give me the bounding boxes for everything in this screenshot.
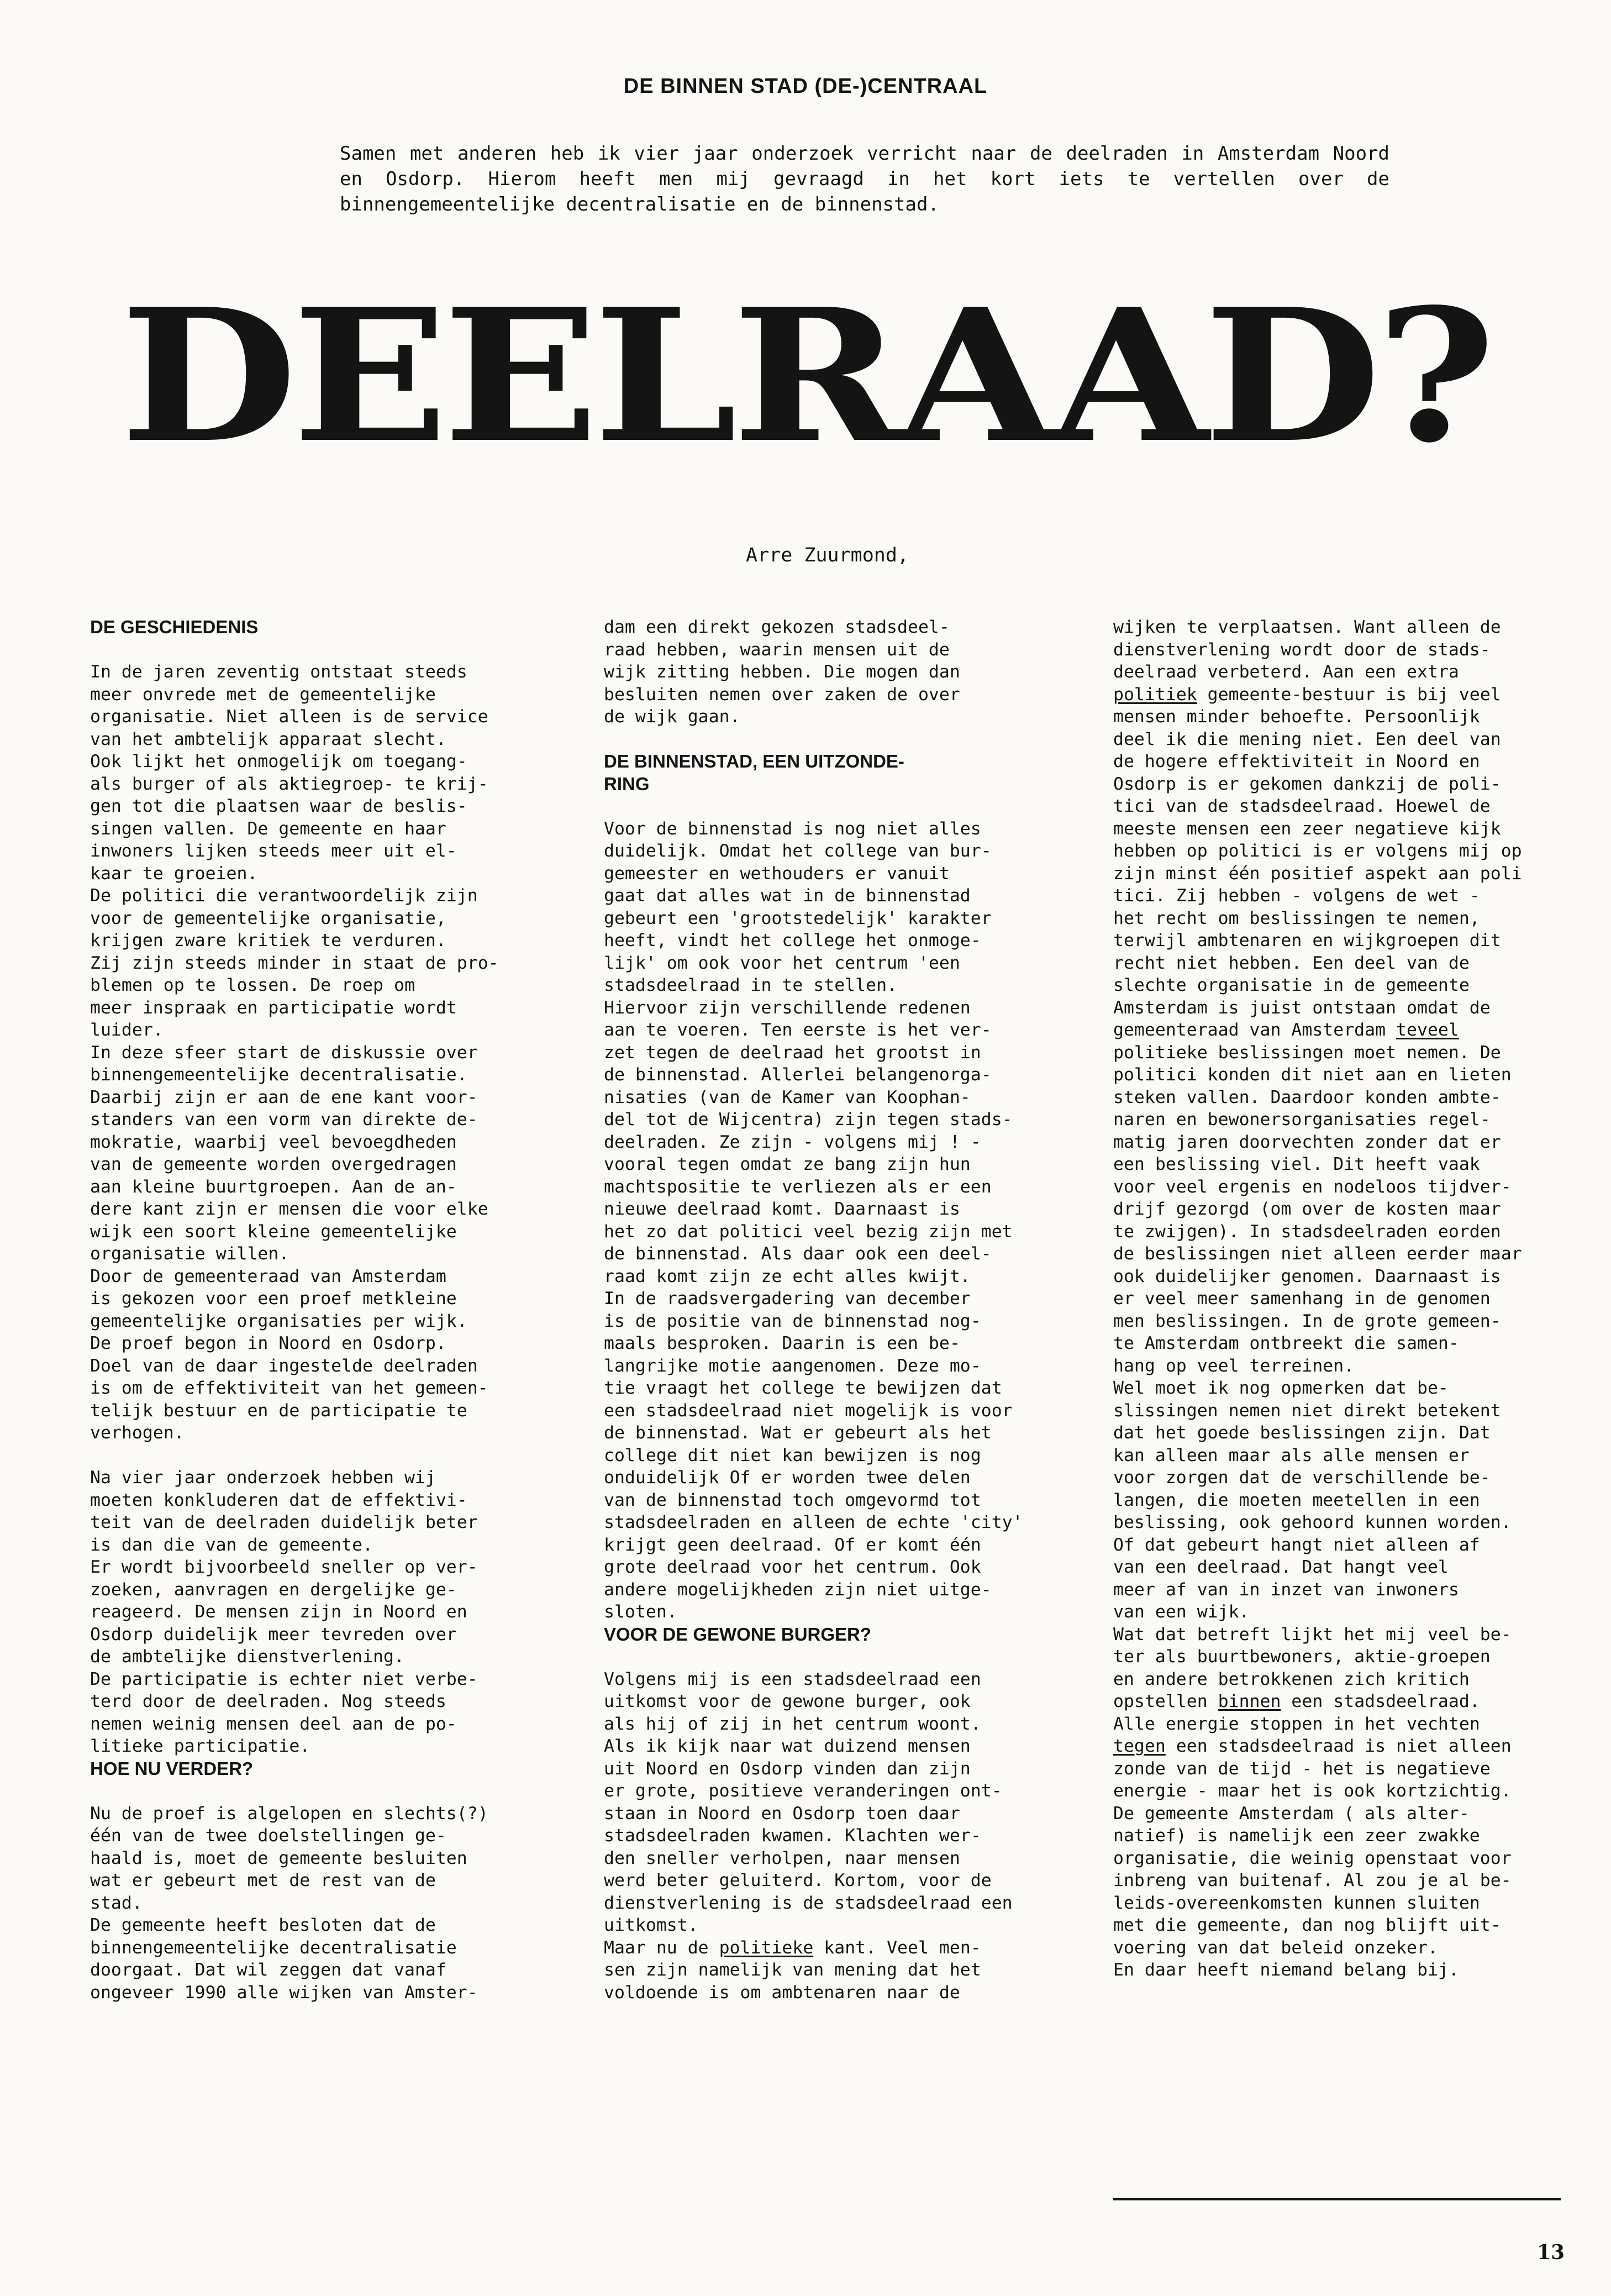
text-line: leids-overeenkomsten kunnen sluiten bbox=[1113, 1893, 1480, 1913]
text-line: één van de twee doelstellingen ge- bbox=[90, 1826, 446, 1846]
text-line: doorgaat. Dat wil zeggen dat vanaf bbox=[90, 1960, 446, 1980]
text-line: tici van de stadsdeelraad. Hoewel de bbox=[1113, 796, 1491, 816]
text-line: uit Noord en Osdorp vinden dan zijn bbox=[604, 1758, 971, 1779]
text-line: er veel meer samenhang in de genomen bbox=[1113, 1289, 1491, 1309]
text-line: heeft, vindt het college het onmoge- bbox=[604, 931, 981, 950]
text-line: men beslissingen. In de grote gemeen- bbox=[1113, 1311, 1501, 1331]
text-line: is gekozen voor een proef metkleine bbox=[90, 1289, 457, 1309]
text-line: naren en bewonersorganisaties regel- bbox=[1113, 1110, 1491, 1129]
text-line: Na vier jaar onderzoek hebben wij bbox=[90, 1468, 436, 1488]
underlined-word: politiek bbox=[1113, 684, 1197, 705]
text-line: verhogen. bbox=[90, 1423, 185, 1443]
text-line: de hogere effektiviteit in Noord en bbox=[1113, 752, 1480, 771]
text-line: het recht om beslissingen te nemen, bbox=[1113, 908, 1480, 928]
text-line: als burger of als aktiegroep- te krij- bbox=[90, 774, 488, 794]
underlined-word: binnen bbox=[1218, 1691, 1281, 1711]
text-line: wijk zitting hebben. Die mogen dan bbox=[604, 662, 960, 682]
text-line: is dan die van de gemeente. bbox=[90, 1535, 373, 1555]
section-heading: DE BINNENSTAD, EEN UITZONDE- bbox=[604, 751, 904, 771]
text-line: beslissing, ook gehoord kunnen worden. bbox=[1113, 1512, 1512, 1532]
text-line: dam een direkt gekozen stadsdeel- bbox=[604, 617, 950, 637]
underlined-word: teveel bbox=[1396, 1020, 1459, 1040]
text-line: onduidelijk Of er worden twee delen bbox=[604, 1468, 971, 1488]
text-line: terwijl ambtenaren en wijkgroepen dit bbox=[1113, 931, 1501, 950]
text-segment: gemeenteraad van Amsterdam bbox=[1113, 1020, 1397, 1040]
page-number: 13 bbox=[1537, 2241, 1565, 2264]
closing-rule bbox=[1113, 2198, 1561, 2200]
text-line: uitkomst. bbox=[604, 1915, 698, 1935]
text-line: aan te voeren. Ten eerste is het ver- bbox=[604, 1020, 992, 1040]
text-line: In de jaren zeventig ontstaat steeds bbox=[90, 662, 467, 682]
text-line: de binnenstad. Als daar ook een deel- bbox=[604, 1244, 992, 1264]
text-column-1 bbox=[90, 616, 540, 2004]
text-line: Doel van de daar ingestelde deelraden bbox=[90, 1355, 478, 1376]
text-line: steken vallen. Daardoor konden ambte- bbox=[1113, 1087, 1501, 1107]
text-line: stadsdeelraden en alleen de echte 'city' bbox=[604, 1512, 1023, 1532]
text-line: Osdorp is er gekomen dankzij de poli- bbox=[1113, 774, 1501, 794]
text-line: gen tot die plaatsen waar de beslis- bbox=[90, 796, 467, 816]
text-line: voor zorgen dat de verschillende be- bbox=[1113, 1468, 1491, 1488]
text-line: van een wijk. bbox=[1113, 1602, 1250, 1622]
text-line: van een deelraad. Dat hangt veel bbox=[1113, 1557, 1449, 1577]
text-line: mokratie, waarbij veel bevoegdheden bbox=[90, 1132, 457, 1152]
text-line: met die gemeente, dan nog blijft uit- bbox=[1113, 1915, 1501, 1935]
text-line: werd beter geluiterd. Kortom, voor de bbox=[604, 1871, 992, 1890]
text-line: politici konden dit niet aan en lieten bbox=[1113, 1065, 1512, 1085]
text-line: van het ambtelijk apparaat slecht. bbox=[90, 729, 446, 749]
text-line: De gemeente Amsterdam ( als alter- bbox=[1113, 1803, 1470, 1824]
text-line: deel ik die mening niet. Een deel van bbox=[1113, 729, 1501, 749]
author-byline: Arre Zuurmond, bbox=[746, 544, 909, 566]
text-line: voldoende is om ambtenaren naar de bbox=[604, 1982, 960, 2003]
text-line: Wat dat betreft lijkt het mij veel be- bbox=[1113, 1624, 1512, 1644]
text-line: besluiten nemen over zaken de over bbox=[604, 684, 960, 705]
text-line: organisatie, die weinig openstaat voor bbox=[1113, 1848, 1512, 1868]
text-line: raad hebben, waarin mensen uit de bbox=[604, 639, 950, 660]
text-line: krijgt geen deelraad. Of er komt één bbox=[604, 1535, 981, 1555]
text-line: slissingen nemen niet direkt betekent bbox=[1113, 1400, 1501, 1421]
text-segment: opstellen bbox=[1113, 1691, 1218, 1711]
text-line: Nu de proef is algelopen en slechts(?) bbox=[90, 1803, 488, 1824]
text-line: dat het goede beslissingen zijn. Dat bbox=[1113, 1423, 1491, 1443]
text-line: In deze sfeer start de diskussie over bbox=[90, 1042, 478, 1063]
text-line: binnengemeentelijke decentralisatie. bbox=[90, 1065, 467, 1085]
text-line: lijk' om ook voor het centrum 'een bbox=[604, 953, 960, 973]
headline: DEELRAAD? bbox=[120, 269, 1491, 483]
line-gap bbox=[90, 1780, 540, 1803]
text-line: telijk bestuur en de participatie te bbox=[90, 1400, 467, 1421]
text-line: zet tegen de deelraad het grootst in bbox=[604, 1042, 981, 1063]
text-line bbox=[1113, 1735, 1566, 1758]
text-line: nemen weinig mensen deel aan de po- bbox=[90, 1714, 457, 1734]
text-line: gemeentelijke organisaties per wijk. bbox=[90, 1311, 467, 1331]
text-line: wat er gebeurt met de rest van de bbox=[90, 1871, 436, 1890]
text-line: matig jaren doorvechten zonder dat er bbox=[1113, 1132, 1501, 1152]
text-line bbox=[1113, 1690, 1566, 1713]
intro-paragraph: Samen met anderen heb ik vier jaar onderzoek verricht naar de deelraden in Amsterdam Noord en Osdorp. Hierom heeft men mij gevraagd in het kort iets te vertellen over de binnengemeentelijke decentralisatie en de binnenstad. bbox=[340, 143, 1389, 216]
text-line: tici. Zij hebben - volgens de wet - bbox=[1113, 886, 1480, 906]
text-line: meer af van in inzet van inwoners bbox=[1113, 1579, 1459, 1600]
text-line: mensen minder behoefte. Persoonlijk bbox=[1113, 707, 1480, 727]
text-line: Wel moet ik nog opmerken dat be- bbox=[1113, 1378, 1449, 1398]
text-column-2 bbox=[604, 616, 1054, 2004]
text-line: luider. bbox=[90, 1020, 164, 1040]
text-line: nisaties (van de Kamer van Koophan- bbox=[604, 1087, 971, 1107]
text-line: moeten konkluderen dat de effektivi- bbox=[90, 1490, 467, 1510]
text-line: voering van dat beleid onzeker. bbox=[1113, 1937, 1438, 1958]
text-line: Door de gemeenteraad van Amsterdam bbox=[90, 1266, 446, 1286]
text-line: zoeken, aanvragen en dergelijke ge- bbox=[90, 1579, 457, 1600]
text-line: een stadsdeelraad niet mogelijk is voor bbox=[604, 1400, 1013, 1421]
text-line: te zwijgen). In stadsdeelraden eorden bbox=[1113, 1221, 1501, 1242]
text-line: De proef begon in Noord en Osdorp. bbox=[90, 1333, 446, 1353]
text-line: gaat dat alles wat in de binnenstad bbox=[604, 886, 971, 906]
text-line: De participatie is echter niet verbe- bbox=[90, 1669, 478, 1689]
text-column-3 bbox=[1113, 616, 1566, 1982]
text-line: teit van de deelraden duidelijk beter bbox=[90, 1512, 478, 1532]
text-line: college dit niet kan bewijzen is nog bbox=[604, 1445, 981, 1465]
text-line: En daar heeft niemand belang bij. bbox=[1113, 1960, 1459, 1980]
text-line: meer onvrede met de gemeentelijke bbox=[90, 684, 436, 705]
line-gap bbox=[604, 728, 1054, 751]
text-line: er grote, positieve veranderingen ont- bbox=[604, 1781, 1002, 1801]
text-line: blemen op te lossen. De roep om bbox=[90, 975, 415, 995]
text-line bbox=[1113, 1019, 1566, 1042]
text-line: langrijke motie aangenomen. Deze mo- bbox=[604, 1355, 981, 1376]
text-line: In de raadsvergadering van december bbox=[604, 1289, 971, 1309]
text-line: van de binnenstad toch omgevormd tot bbox=[604, 1490, 981, 1510]
text-line: meeste mensen een zeer negatieve kijk bbox=[1113, 818, 1501, 839]
text-segment: een stadsdeelraad. bbox=[1281, 1691, 1480, 1711]
text-line: de ambtelijke dienstverlening. bbox=[90, 1647, 404, 1667]
text-segment: een stadsdeelraad is niet alleen bbox=[1165, 1736, 1512, 1756]
text-line: sloten. bbox=[604, 1602, 677, 1622]
text-line: hebben op politici is er volgens mij op bbox=[1113, 841, 1522, 861]
text-line: stad. bbox=[90, 1893, 143, 1913]
text-line: andere mogelijkheden zijn niet uitge- bbox=[604, 1579, 992, 1600]
article-title: DE BINNEN STAD (DE-)CENTRAAL bbox=[623, 75, 988, 98]
text-line: van de gemeente worden overgedragen bbox=[90, 1154, 457, 1174]
text-line: inwoners lijken steeds meer uit el- bbox=[90, 841, 457, 861]
text-line: terd door de deelraden. Nog steeds bbox=[90, 1691, 446, 1711]
text-line: reageerd. De mensen zijn in Noord en bbox=[90, 1602, 467, 1622]
text-segment: kant. Veel men- bbox=[813, 1937, 981, 1958]
text-line: Zij zijn steeds minder in staat de pro- bbox=[90, 953, 499, 973]
line-gap bbox=[90, 1444, 540, 1467]
line-gap bbox=[604, 795, 1054, 818]
text-line: litieke participatie. bbox=[90, 1736, 310, 1756]
text-line: dienstverlening is de stadsdeelraad een bbox=[604, 1893, 1013, 1913]
text-line: is de positie van de binnenstad nog- bbox=[604, 1311, 981, 1331]
text-line: recht niet hebben. Een deel van de bbox=[1113, 953, 1470, 973]
text-line: grote deelraad voor het centrum. Ook bbox=[604, 1557, 981, 1577]
text-line: nieuwe deelraad komt. Daarnaast is bbox=[604, 1199, 960, 1219]
text-line: organisatie willen. bbox=[90, 1244, 289, 1264]
text-line: raad komt zijn ze echt alles kwijt. bbox=[604, 1266, 971, 1286]
underlined-word: politieke bbox=[719, 1937, 814, 1958]
text-line: standers van een vorm van direkte de- bbox=[90, 1110, 478, 1129]
section-heading: VOOR DE GEWONE BURGER? bbox=[604, 1624, 872, 1644]
text-line: Voor de binnenstad is nog niet alles bbox=[604, 818, 981, 839]
text-line: voor de gemeentelijke organisatie, bbox=[90, 908, 446, 928]
text-line: stadsdeelraden kwamen. Klachten wer- bbox=[604, 1826, 981, 1846]
text-line: energie - maar het is ook kortzichtig. bbox=[1113, 1781, 1512, 1801]
text-line: Of dat gebeurt hangt niet alleen af bbox=[1113, 1535, 1480, 1555]
text-line: hang op veel terreinen. bbox=[1113, 1355, 1355, 1376]
text-line: politieke beslissingen moet nemen. De bbox=[1113, 1042, 1501, 1063]
text-line: vooral tegen omdat ze bang zijn hun bbox=[604, 1154, 971, 1174]
underlined-word: tegen bbox=[1113, 1736, 1166, 1756]
section-heading: RING bbox=[604, 773, 650, 794]
text-line: tie vraagt het college te bewijzen dat bbox=[604, 1378, 1002, 1398]
text-line: haald is, moet de gemeente besluiten bbox=[90, 1848, 467, 1868]
section-heading: DE GESCHIEDENIS bbox=[90, 617, 259, 637]
text-line: deelraden. Ze zijn - volgens mij ! - bbox=[604, 1132, 981, 1152]
text-line bbox=[604, 1937, 1054, 1959]
text-line: singen vallen. De gemeente en haar bbox=[90, 818, 446, 839]
text-line: het zo dat politici veel bezig zijn met bbox=[604, 1221, 1013, 1242]
line-gap bbox=[604, 1646, 1054, 1668]
text-line: Er wordt bijvoorbeeld sneller op ver- bbox=[90, 1557, 478, 1577]
text-line: Alle energie stoppen in het vechten bbox=[1113, 1714, 1480, 1734]
text-line: zijn minst één positief aspekt aan poli bbox=[1113, 863, 1522, 884]
text-line: binnengemeentelijke decentralisatie bbox=[90, 1937, 457, 1958]
text-line: een beslissing viel. Dit heeft vaak bbox=[1113, 1154, 1480, 1174]
text-line: kan alleen maar als alle mensen er bbox=[1113, 1445, 1470, 1465]
text-line: de beslissingen niet alleen eerder maar bbox=[1113, 1244, 1522, 1264]
text-segment: Maar nu de bbox=[604, 1937, 719, 1958]
text-line: stadsdeelraad in te stellen. bbox=[604, 975, 898, 995]
text-line: en andere betrokkenen zich kritich bbox=[1113, 1669, 1470, 1689]
text-line: krijgen zware kritiek te verduren. bbox=[90, 931, 446, 950]
text-line: natief) is namelijk een zeer zwakke bbox=[1113, 1826, 1480, 1846]
section-heading: HOE NU VERDER? bbox=[90, 1758, 254, 1779]
text-line: de wijk gaan. bbox=[604, 707, 740, 727]
text-line: wijken te verplaatsen. Want alleen de bbox=[1113, 617, 1501, 637]
text-line: wijk een soort kleine gemeentelijke bbox=[90, 1221, 457, 1242]
text-line: Ook lijkt het onmogelijk om toegang- bbox=[90, 752, 467, 771]
text-line: Hiervoor zijn verschillende redenen bbox=[604, 997, 971, 1018]
text-line: uitkomst voor de gewone burger, ook bbox=[604, 1691, 971, 1711]
text-line: als hij of zij in het centrum woont. bbox=[604, 1714, 981, 1734]
text-line: Volgens mij is een stadsdeelraad een bbox=[604, 1669, 981, 1689]
text-segment: gemeente-bestuur is bij veel bbox=[1197, 684, 1501, 705]
text-line: organisatie. Niet alleen is de service bbox=[90, 707, 488, 727]
text-line: De politici die verantwoordelijk zijn bbox=[90, 886, 478, 906]
text-line: voor veel ergenis en nodeloos tijdver- bbox=[1113, 1176, 1512, 1197]
text-line: aan kleine buurtgroepen. Aan de an- bbox=[90, 1176, 457, 1197]
text-line: de binnenstad. Wat er gebeurt als het bbox=[604, 1423, 992, 1443]
text-line: Daarbij zijn er aan de ene kant voor- bbox=[90, 1087, 478, 1107]
text-line: de binnenstad. Allerlei belangenorga- bbox=[604, 1065, 992, 1085]
text-line: ook duidelijker genomen. Daarnaast is bbox=[1113, 1266, 1501, 1286]
text-line: maals besproken. Daarin is een be- bbox=[604, 1333, 960, 1353]
text-line: machtspositie te verliezen als er een bbox=[604, 1176, 992, 1197]
text-line: slechte organisatie in de gemeente bbox=[1113, 975, 1470, 995]
text-line bbox=[1113, 684, 1566, 706]
text-line: Als ik kijk naar wat duizend mensen bbox=[604, 1736, 971, 1756]
text-line: Osdorp duidelijk meer tevreden over bbox=[90, 1624, 457, 1644]
text-line: duidelijk. Omdat het college van bur- bbox=[604, 841, 992, 861]
text-line: drijf gezorgd (om over de kosten maar bbox=[1113, 1199, 1501, 1219]
text-line: gebeurt een 'grootstedelijk' karakter bbox=[604, 908, 992, 928]
text-line: De gemeente heeft besloten dat de bbox=[90, 1915, 436, 1935]
text-line: dere kant zijn er mensen die voor elke bbox=[90, 1199, 488, 1219]
text-line: den sneller verholpen, naar mensen bbox=[604, 1848, 960, 1868]
text-line: ongeveer 1990 alle wijken van Amster- bbox=[90, 1982, 478, 2003]
text-line: langen, die moeten meetellen in een bbox=[1113, 1490, 1480, 1510]
text-line: dienstverlening wordt door de stads- bbox=[1113, 639, 1491, 660]
text-line: sen zijn namelijk van mening dat het bbox=[604, 1960, 981, 1980]
text-line: zonde van de tijd - het is negatieve bbox=[1113, 1758, 1491, 1779]
text-line: Amsterdam is juist ontstaan omdat de bbox=[1113, 997, 1491, 1018]
text-line: ter als buurtbewoners, aktie-groepen bbox=[1113, 1647, 1491, 1667]
text-line: gemeester en wethouders er vanuit bbox=[604, 863, 950, 884]
text-line: kaar te groeien. bbox=[90, 863, 258, 884]
text-line: meer inspraak en participatie wordt bbox=[90, 997, 457, 1018]
text-line: te Amsterdam ontbreekt die samen- bbox=[1113, 1333, 1459, 1353]
text-line: del tot de Wijcentra) zijn tegen stads- bbox=[604, 1110, 1013, 1129]
text-line: deelraad verbeterd. Aan een extra bbox=[1113, 662, 1459, 682]
text-line: staan in Noord en Osdorp toen daar bbox=[604, 1803, 960, 1824]
text-line: inbreng van buitenaf. Al zou je al be- bbox=[1113, 1871, 1512, 1890]
text-line: is om de effektiviteit van het gemeen- bbox=[90, 1378, 488, 1398]
line-gap bbox=[90, 639, 540, 661]
